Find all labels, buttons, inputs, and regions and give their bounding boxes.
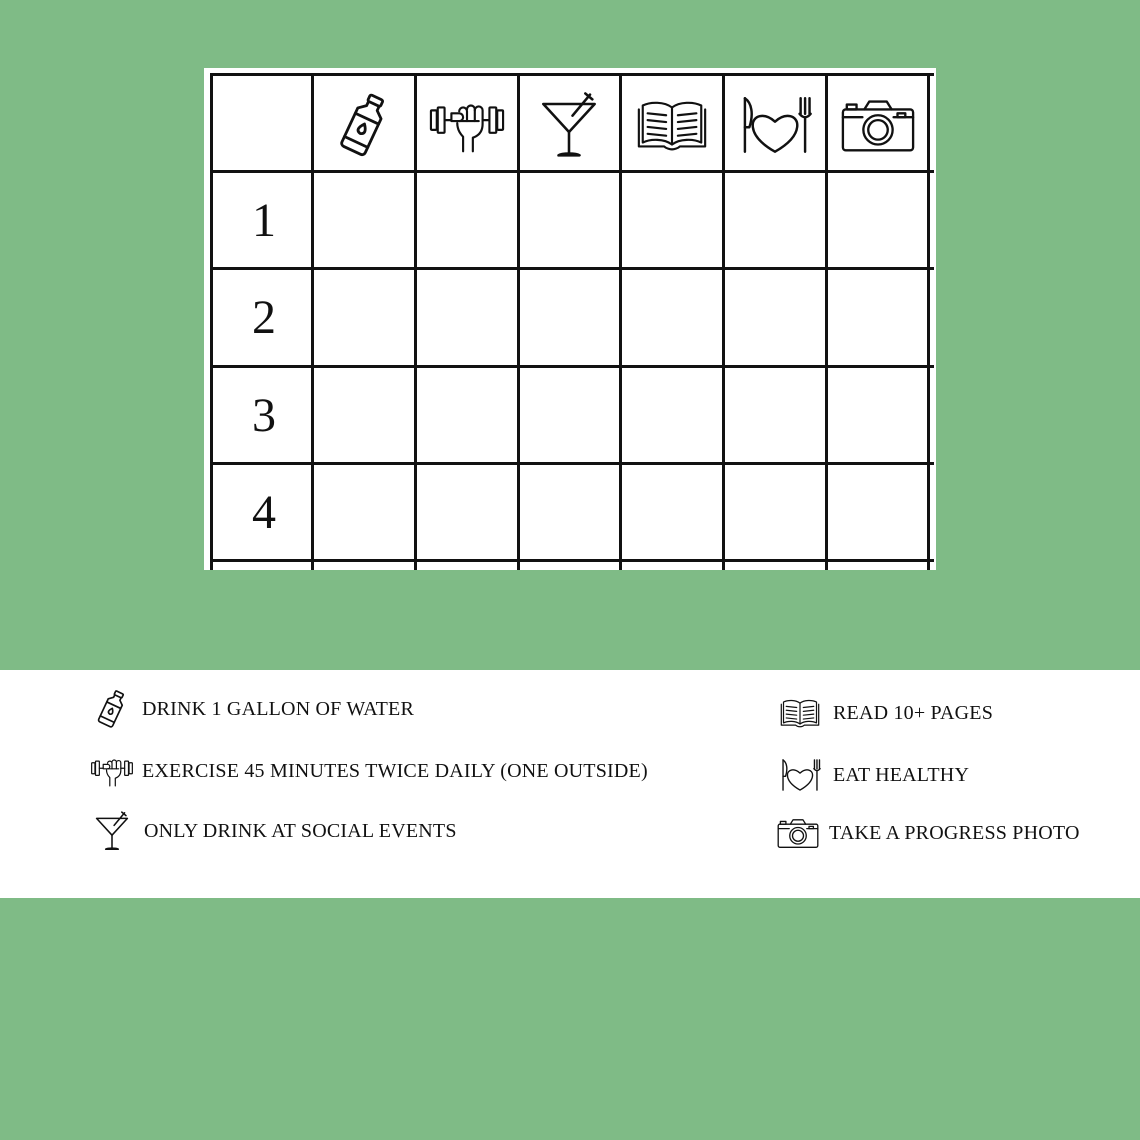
camera-icon [770,812,826,854]
legend-item [770,754,969,796]
row-number: 2 [252,290,276,344]
legend-text: EXERCISE 45 MINUTES TWICE DAILY (ONE OUTSIDE) [142,759,648,782]
grid-line [210,267,934,270]
dumbbell-fist-icon [417,78,517,172]
legend-item [770,812,1080,854]
camera-icon [828,78,928,172]
legend-item [82,750,648,792]
grid-line [210,462,934,465]
row-number: 4 [252,485,276,539]
open-book-icon [622,78,722,172]
water-bottle-icon [82,688,142,730]
green-background-bottom [0,898,1140,1140]
legend-item [82,810,457,852]
legend-text: READ 10+ PAGES [833,701,994,724]
grid-line [210,365,934,368]
grid-line [210,73,934,76]
dumbbell-fist-icon [82,750,142,792]
plate-heart-icon [725,78,825,172]
legend-panel [0,670,1140,898]
row-number: 3 [252,388,276,442]
open-book-icon [770,692,830,734]
legend-text: ONLY DRINK AT SOCIAL EVENTS [144,819,457,842]
water-bottle-icon [314,78,414,172]
legend-item [770,692,993,734]
legend-text: TAKE A PROGRESS PHOTO [829,821,1080,844]
plate-heart-icon [770,754,830,796]
legend-item [82,688,414,730]
martini-glass-icon [82,810,142,852]
legend-text: DRINK 1 GALLON OF WATER [142,697,415,720]
legend-text: EAT HEALTHY [833,763,970,786]
habit-tracker-sheet [204,68,936,570]
row-number: 1 [252,193,276,247]
martini-glass-icon [519,78,619,172]
grid-line [210,559,934,562]
